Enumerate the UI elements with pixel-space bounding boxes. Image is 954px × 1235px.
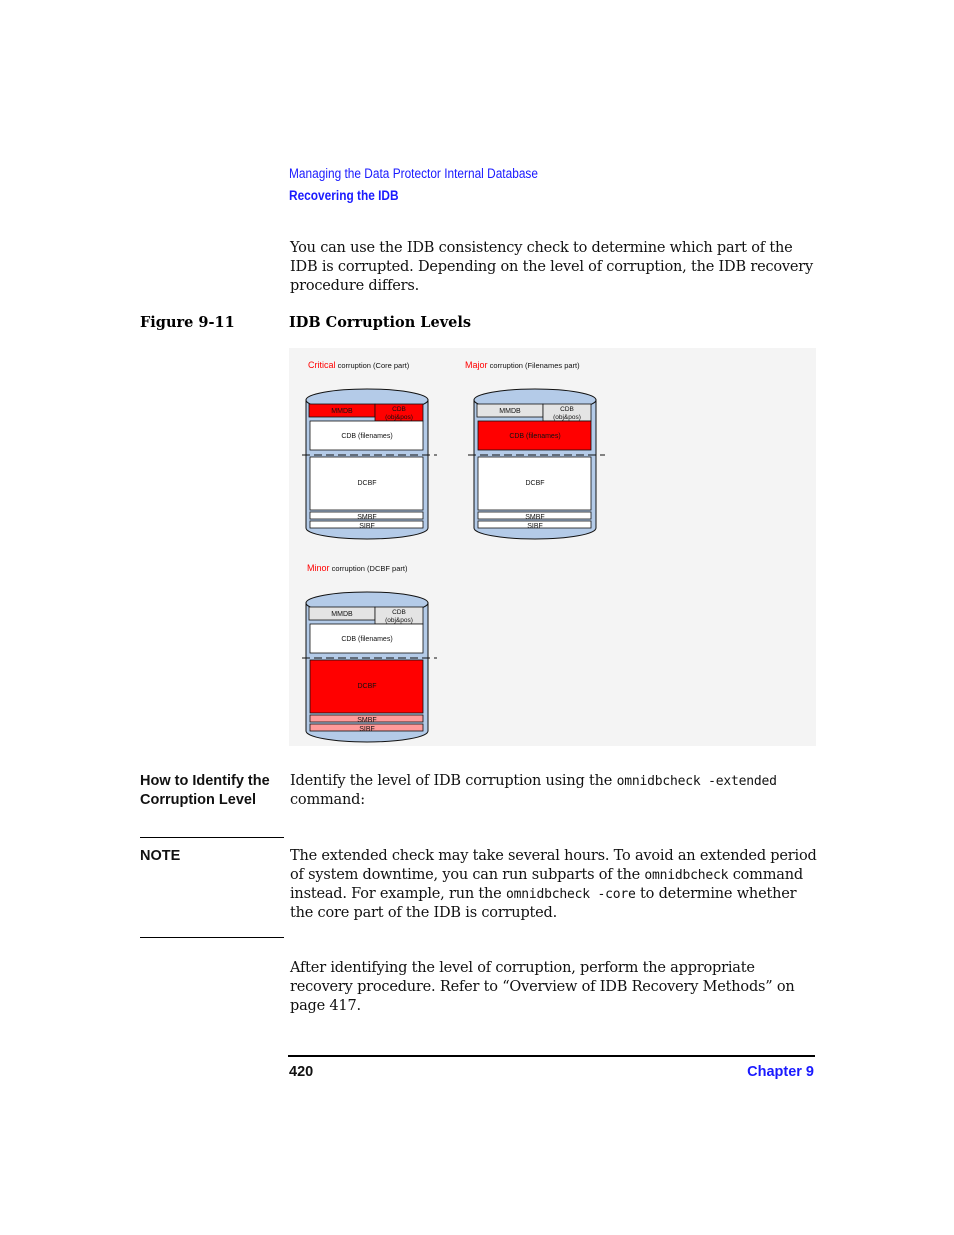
- sibf-label: SIBF: [359, 523, 375, 530]
- dcbf-label: DCBF: [357, 480, 377, 487]
- note-top-rule: [140, 837, 284, 838]
- figure-label: Figure 9-11: [140, 314, 235, 331]
- figure-title: IDB Corruption Levels: [289, 314, 472, 331]
- footer-rule: [288, 1055, 815, 1057]
- cdb-filenames-label: CDB (filenames): [341, 433, 393, 440]
- note-label: NOTE: [140, 848, 181, 864]
- cdb-label: CDB: [392, 609, 406, 616]
- mmdb-label: MMDB: [331, 611, 353, 618]
- omnidbcheck-command: omnidbcheck: [644, 868, 729, 883]
- smbf-label: SMBF: [357, 514, 377, 521]
- sibf-label: SIBF: [527, 523, 543, 530]
- core-command: omnidbcheck -core: [505, 887, 636, 902]
- sibf-label: SIBF: [359, 726, 375, 733]
- identify-paragraph: Identify the level of IDB corruption using the omnidbcheck -extended command:: [290, 773, 777, 808]
- note-paragraph: The extended check may take several hours. To avoid an extended period of system downtime, you can run subparts of the omnidbcheck command instead. For example, run the omnidbcheck -core to determine whether the core part of the IDB is corrupted.: [290, 848, 817, 921]
- smbf-label: SMBF: [357, 717, 377, 724]
- running-header-section: Recovering the IDB: [289, 188, 399, 203]
- closing-paragraph: After identifying the level of corruption, perform the appropriate recovery procedure. Refer to “Overview of IDB Recovery Methods” on page 417.: [290, 960, 795, 1014]
- idb-corruption-figure: [289, 348, 816, 746]
- dcbf-label: DCBF: [525, 480, 545, 487]
- mmdb-label: MMDB: [499, 408, 521, 415]
- mmdb-label: MMDB: [331, 408, 353, 415]
- cdb-filenames-label: CDB (filenames): [509, 433, 561, 440]
- extended-command: omnidbcheck -extended: [616, 774, 777, 789]
- cdb-label: CDB: [392, 406, 406, 413]
- smbf-label: SMBF: [525, 514, 545, 521]
- minor-caption: Minor corruption (DCBF part): [307, 563, 408, 573]
- page-number: 420: [289, 1064, 314, 1080]
- running-header-chapter: Managing the Data Protector Internal Database: [289, 166, 538, 181]
- critical-caption: Critical corruption (Core part): [308, 360, 410, 370]
- cdb-objpos-label: (obj&pos): [553, 414, 581, 421]
- cdb-label: CDB: [560, 406, 574, 413]
- footer-chapter: Chapter 9: [747, 1064, 814, 1080]
- identify-heading: How to Identify the Corruption Level: [140, 773, 270, 808]
- major-caption: Major corruption (Filenames part): [465, 360, 580, 370]
- cdb-filenames-label: CDB (filenames): [341, 636, 393, 643]
- intro-paragraph: You can use the IDB consistency check to determine which part of the IDB is corrupted. Depending on the level of corruption, the IDB recovery procedure differs.: [290, 240, 813, 294]
- cdb-objpos-label: (obj&pos): [385, 414, 413, 421]
- note-bottom-rule: [140, 937, 284, 938]
- cdb-objpos-label: (obj&pos): [385, 617, 413, 624]
- dcbf-label: DCBF: [357, 683, 377, 690]
